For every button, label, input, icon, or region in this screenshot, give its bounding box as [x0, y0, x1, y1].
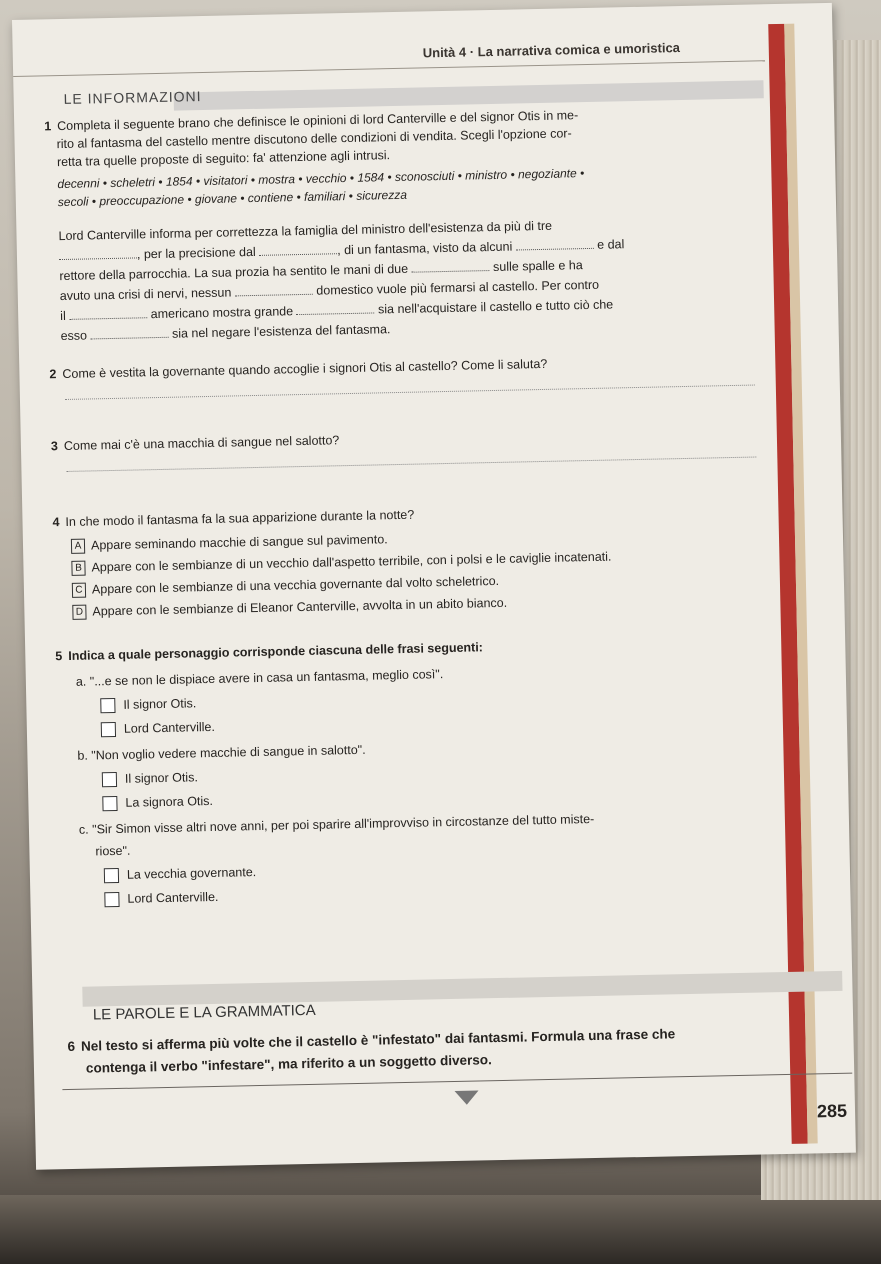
q5a-choice-1[interactable] [100, 696, 196, 713]
q2-prompt [49, 357, 547, 381]
blank-2[interactable] [259, 253, 337, 256]
choice-text: La signora Otis. [125, 793, 214, 810]
q5b-choice-2[interactable] [102, 794, 213, 812]
page-number: 285 [816, 1100, 848, 1122]
item-label: c. [78, 822, 89, 837]
checkbox[interactable] [102, 796, 117, 811]
header-rule [13, 60, 765, 77]
q2-number: 2 [49, 367, 57, 382]
q4-option-d[interactable] [72, 596, 507, 620]
text-fragment: , per la precisione dal [136, 244, 256, 262]
text-fragment: sulle spalle e ha [492, 258, 583, 274]
checkbox[interactable] [104, 892, 119, 907]
item-quote: "Non voglio vedere macchie di sangue in salotto". [91, 742, 366, 763]
blank-4[interactable] [412, 270, 490, 273]
option-letter: B [71, 561, 85, 576]
q3-prompt [51, 433, 340, 453]
q5-prompt [55, 640, 483, 663]
checkbox[interactable] [102, 772, 117, 787]
q4-text: In che modo il fantasma fa la sua apparizione durante la notte? [65, 507, 415, 529]
q4-option-c[interactable] [72, 574, 499, 598]
q6-text-1: Nel testo si afferma più volte che il castello è "infestato" dai fantasmi. Formula una frase che [80, 1026, 676, 1054]
section-band-2 [82, 971, 842, 1007]
blank-1[interactable] [59, 257, 137, 260]
q1-prompt-line-2: rito al fantasma del castello mentre discutono delle condizioni di vendita. Scegli l'opzione cor- [56, 126, 572, 152]
checkbox[interactable] [100, 698, 115, 713]
option-text: Appare con le sembianze di una vecchia governante dal volto scheletrico. [91, 573, 500, 597]
choice-text: Lord Canterville. [127, 889, 219, 906]
q5b-choice-1[interactable] [102, 770, 198, 787]
q4-number: 4 [52, 515, 60, 530]
q5c-choice-2[interactable] [104, 890, 218, 908]
option-letter: A [71, 539, 85, 554]
q4-option-a[interactable] [71, 532, 388, 554]
q6-prompt-line-1 [67, 1026, 675, 1054]
text-fragment: e dal [597, 237, 625, 252]
book-page [12, 3, 856, 1170]
q1-text-line-1: Lord Canterville informa per correttezza la famiglia del ministro dell'esistenza da più di tre [58, 218, 553, 244]
item-label: a. [75, 674, 87, 689]
blank-5[interactable] [235, 294, 313, 297]
q5c-quote-cont: riose". [95, 843, 131, 859]
q1-word-bank-2: secoli • preoccupazione • giovane • contiene • familiari • sicurezza [57, 187, 408, 210]
choice-text: Il signor Otis. [123, 696, 197, 712]
unit-header: Unità 4 · La narrativa comica e umoristica [422, 40, 681, 61]
item-quote: "Sir Simon visse altri nove anni, per poi sparire all'improvviso in circostanze del tutto miste- [92, 811, 595, 837]
q5-number: 5 [55, 649, 63, 664]
choice-text: La vecchia governante. [126, 865, 257, 882]
q5b-quote [77, 743, 365, 763]
q5c-choice-1[interactable] [104, 865, 257, 883]
q3-text: Come mai c'è una macchia di sangue nel salotto? [63, 433, 340, 454]
item-label: b. [77, 748, 89, 763]
choice-text: Lord Canterville. [123, 719, 216, 736]
text-fragment: sia nell'acquistare il castello e tutto ciò che [377, 297, 614, 317]
q5a-choice-2[interactable] [101, 720, 215, 738]
q3-number: 3 [50, 439, 59, 454]
q2-text: Come è vestita la governante quando accoglie i signori Otis al castello? Come li saluta? [62, 356, 548, 382]
option-text: Appare seminando macchie di sangue sul pavimento. [90, 532, 388, 553]
blank-6[interactable] [69, 317, 147, 320]
q3-answer-line[interactable] [66, 457, 756, 473]
q1-text-line-6 [60, 322, 390, 343]
text-fragment: avuto una crisi di nervi, nessun [59, 285, 232, 304]
q5-text: Indica a quale personaggio corrisponde ciascuna delle frasi seguenti: [68, 640, 484, 663]
q5a-quote [76, 667, 444, 689]
q4-prompt [52, 508, 414, 530]
section-band [174, 80, 764, 110]
option-text: Appare con le sembianze di Eleanor Canterville, avvolta in un abito bianco. [92, 595, 508, 619]
text-fragment: il [60, 308, 66, 324]
table-shadow [0, 1195, 881, 1264]
option-letter: C [72, 583, 86, 598]
q6-prompt-line-2: contenga il verbo "infestare", ma riferito a un soggetto diverso. [85, 1052, 492, 1076]
text-fragment: sia nel negare l'esistenza del fantasma. [171, 322, 391, 341]
blank-7[interactable] [297, 312, 375, 315]
q2-answer-line[interactable] [65, 385, 755, 401]
q1-number: 1 [44, 119, 52, 134]
triangle-marker-icon [455, 1090, 479, 1104]
option-letter: D [72, 605, 86, 620]
checkbox[interactable] [104, 868, 119, 883]
option-text: Appare con le sembianze di un vecchio dall'aspetto terribile, con i polsi e le caviglie incatenati. [91, 549, 612, 575]
item-quote: "...e se non le dispiace avere in casa un fantasma, meglio così". [89, 667, 444, 689]
bottom-rule [62, 1073, 852, 1091]
q1-prompt-text-1: Completa il seguente brano che definisce le opinioni di lord Canterville e del signor Otis in me- [57, 108, 579, 134]
q5c-quote [79, 812, 595, 837]
blank-8[interactable] [91, 337, 169, 340]
section-title-grammatica: LE PAROLE E LA GRAMMATICA [92, 1001, 316, 1024]
section-title-informazioni: LE INFORMAZIONI [63, 88, 202, 107]
q1-word-bank-1: decenni • scheletri • 1854 • visitatori • mostra • vecchio • 1584 • sconosciuti • ministro • negoziante • [57, 166, 585, 192]
q1-prompt-line-3: retta tra quelle proposte di seguito: fa' attenzione agli intrusi. [56, 148, 391, 170]
blank-3[interactable] [516, 248, 594, 251]
text-fragment: americano mostra grande [150, 304, 294, 322]
text-fragment: rettore della parrocchia. La sua prozia ha sentito le mani di due [59, 261, 409, 284]
text-fragment: , di un fantasma, visto da alcuni [337, 239, 513, 258]
checkbox[interactable] [101, 722, 116, 737]
q6-number: 6 [67, 1038, 76, 1055]
choice-text: Il signor Otis. [124, 770, 198, 786]
text-fragment: domestico vuole più fermarsi al castello. Per contro [316, 277, 600, 298]
text-fragment: esso [60, 328, 88, 344]
q4-option-b[interactable] [71, 550, 611, 577]
